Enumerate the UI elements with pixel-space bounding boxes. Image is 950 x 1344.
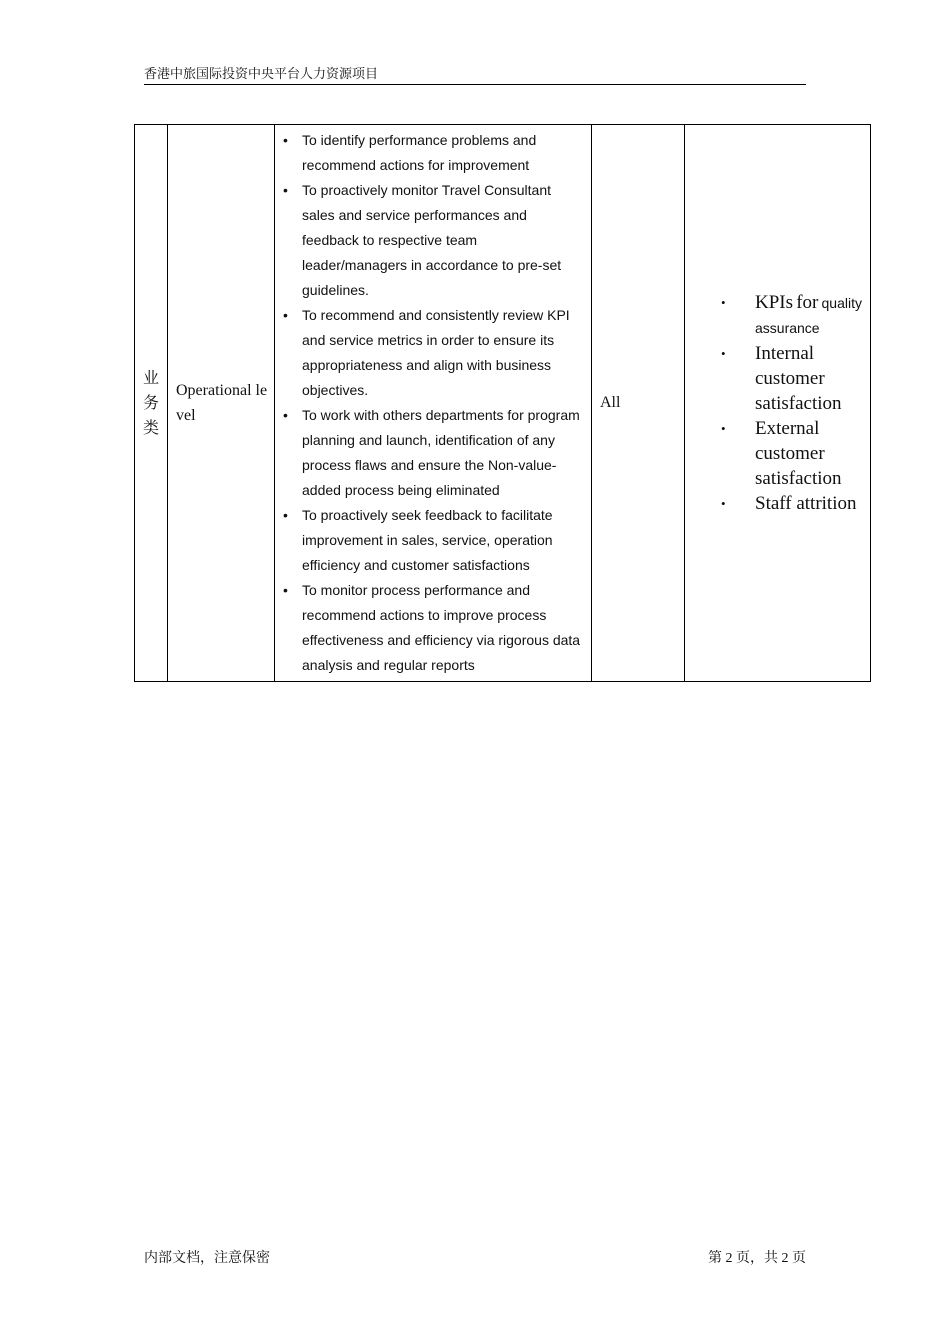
category-char: 业 xyxy=(142,369,159,387)
category-cell xyxy=(135,125,168,682)
list-item: • To monitor process performance and recommend actions to improve process effectiveness and efficiency via rigorous data analysis and regular reports xyxy=(275,578,585,678)
kpi-first-line xyxy=(755,290,862,316)
scope-text: All xyxy=(600,394,621,411)
footer-confidential-note: 内部文档，注意保密 xyxy=(144,1251,270,1266)
list-item: • To identify performance problems and recommend actions for improvement xyxy=(275,128,585,178)
header-title: 香港中旅国际投资中央平台人力资源项目 xyxy=(144,66,379,81)
kpi-word: • KPIs xyxy=(755,292,794,313)
kpi-item: • Internal customer satisfaction xyxy=(685,341,862,416)
list-item: • To recommend and consistently review KPI and service metrics in order to ensure its appropriateness and align with business objectives. xyxy=(275,303,585,403)
footer-page-number: 第 2 页，共 2 页 xyxy=(708,1251,806,1266)
category-char: 务 xyxy=(142,394,159,412)
level-cell xyxy=(168,125,275,682)
job-description-table xyxy=(134,124,871,682)
kpi-item xyxy=(685,290,862,341)
scope-cell xyxy=(592,125,685,682)
page-header xyxy=(144,66,806,85)
list-item: • To proactively seek feedback to facilitate improvement in sales, service, operation efficiency and customer satisfactions xyxy=(275,503,585,578)
category-char: 类 xyxy=(142,419,159,437)
table-row xyxy=(135,125,871,682)
kpi-cell xyxy=(685,125,871,682)
list-item: • To work with others departments for program planning and launch, identification of any process flaws and ensure the Non-value-added process being eliminated xyxy=(275,403,585,503)
kpi-word: assurance xyxy=(755,320,820,336)
kpi-item: • Staff attrition xyxy=(685,491,862,516)
kpi-word: quality xyxy=(821,295,862,311)
kpi-list xyxy=(685,290,862,516)
responsibilities-cell xyxy=(275,125,592,682)
kpi-item: • External customer satisfaction xyxy=(685,416,862,491)
list-item: • To proactively monitor Travel Consultant sales and service performances and feedback to respective team leader/managers in accordance to pre-set guidelines. xyxy=(275,178,585,303)
responsibilities-list xyxy=(275,128,585,678)
kpi-word: for xyxy=(796,292,819,313)
level-text: Operational level xyxy=(176,382,268,424)
